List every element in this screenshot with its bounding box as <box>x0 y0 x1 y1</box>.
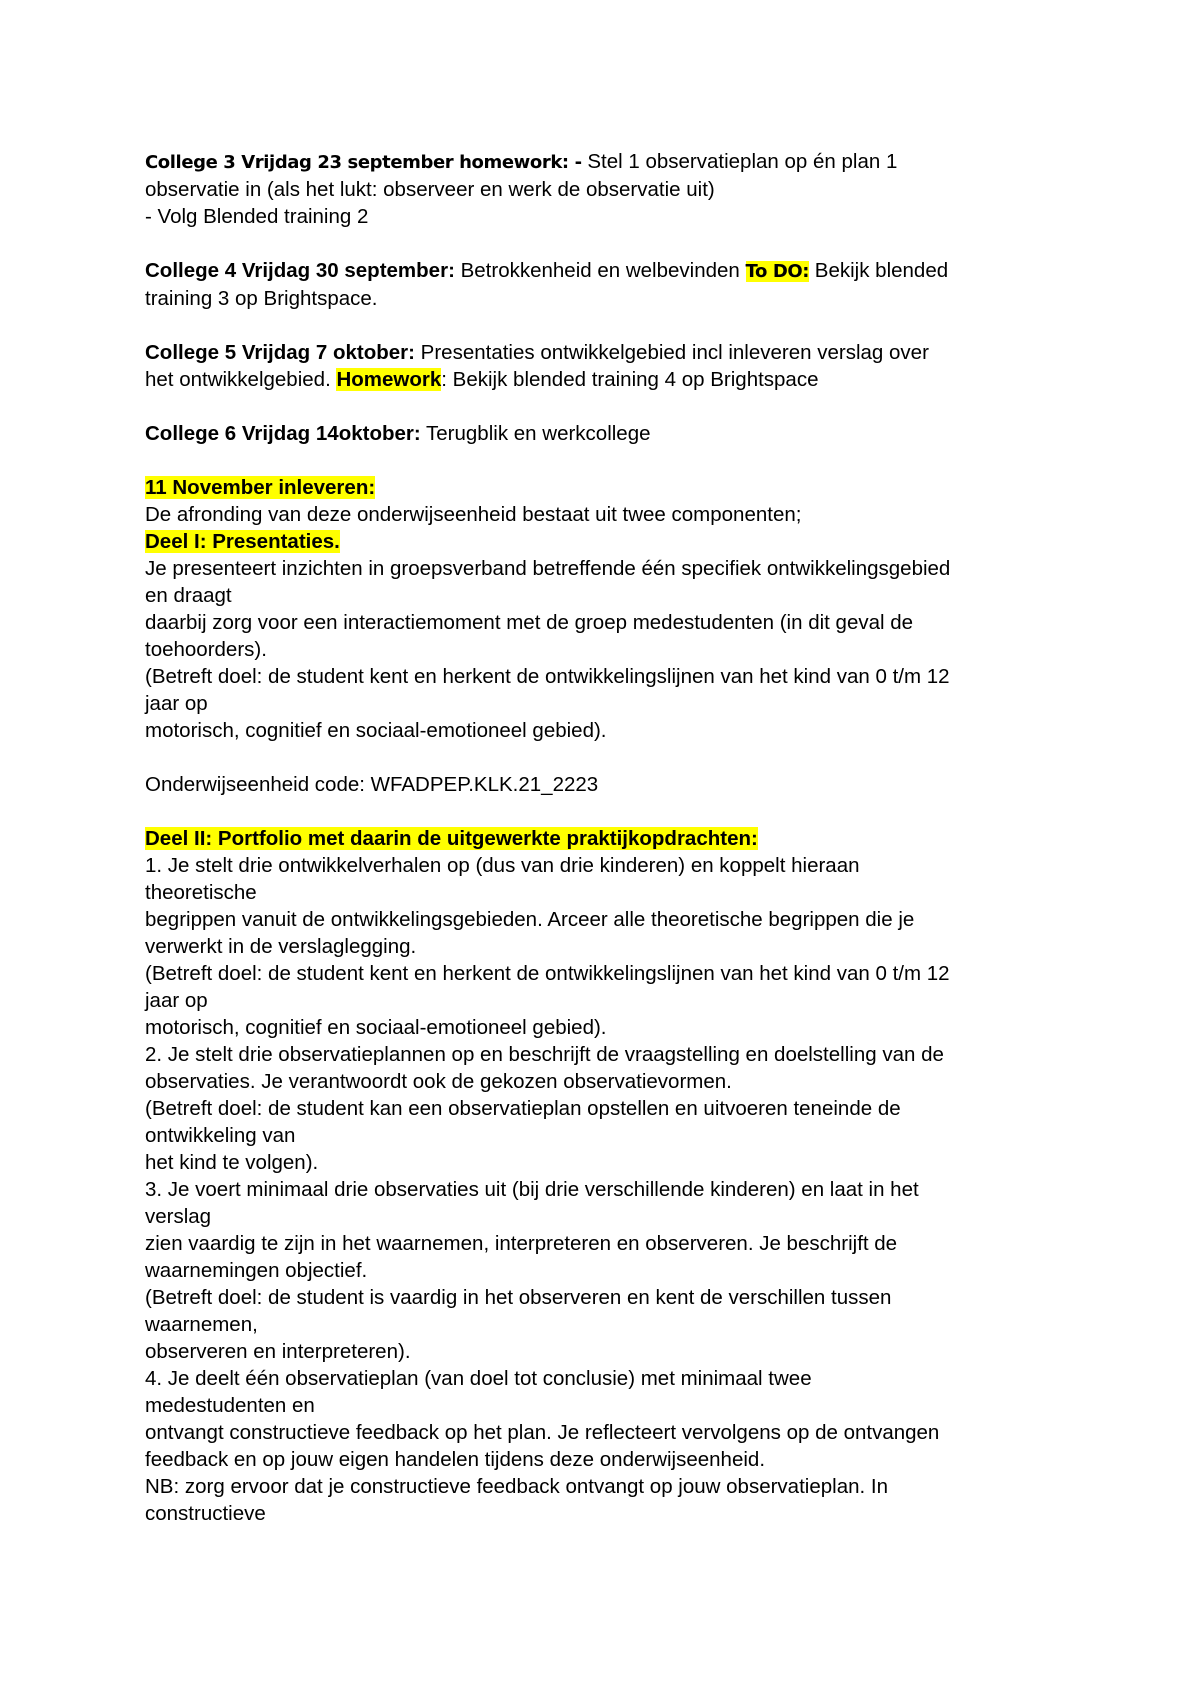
college-3-line-3: - Volg Blended training 2 <box>145 205 369 228</box>
deel-2-line: verslag <box>145 1205 212 1228</box>
deel-2-line: (Betreft doel: de student is vaardig in het observeren en kent de verschillen tussen <box>145 1286 892 1309</box>
deel-1-line: en draagt <box>145 584 232 607</box>
college-4-text: Betrokkenheid en welbevinden <box>454 259 746 282</box>
deel-2-line: NB: zorg ervoor dat je constructieve feedback ontvangt op jouw observatieplan. In <box>145 1475 888 1498</box>
college-4-line-1 <box>145 257 1075 285</box>
deel-2-line: jaar op <box>145 989 208 1012</box>
college-5-line-2b: : Bekijk blended training 4 op Brightspace <box>441 368 819 391</box>
deel-1-heading: Deel I: Presentaties. <box>145 530 340 553</box>
deel-2-line: waarnemingen objectief. <box>145 1259 368 1282</box>
deel-2-line: constructieve <box>145 1502 266 1525</box>
college-6-line-1 <box>145 420 1075 447</box>
deel-2-heading: Deel II: Portfolio met daarin de uitgewerkte praktijkopdrachten: <box>145 827 758 850</box>
todo-highlight: To DO: <box>745 261 810 282</box>
college-3-text: Stel 1 observatieplan op én plan 1 <box>581 150 898 173</box>
college-5-line-2 <box>145 366 1075 393</box>
deel-2-line: waarnemen, <box>145 1313 258 1336</box>
college-3-heading: College 3 Vrijdag 23 september homework: - <box>145 152 582 173</box>
deel-1-line: motorisch, cognitief en sociaal-emotioneel gebied). <box>145 719 607 742</box>
deel-2-line: 2. Je stelt drie observatieplannen op en beschrijft de vraagstelling en doelstelling van de <box>145 1043 944 1066</box>
deel-2-line: motorisch, cognitief en sociaal-emotioneel gebied). <box>145 1016 607 1039</box>
deel-2-line: verwerkt in de verslaglegging. <box>145 935 417 958</box>
deel-2-line: begrippen vanuit de ontwikkelingsgebieden. Arceer alle theoretische begrippen die je <box>145 908 915 931</box>
deel-2-line: medestudenten en <box>145 1394 315 1417</box>
deel-2-section <box>145 825 1075 1527</box>
deel-1-line: (Betreft doel: de student kent en herkent de ontwikkelingslijnen van het kind van 0 t/m 12 <box>145 665 950 688</box>
deel-2-line: 1. Je stelt drie ontwikkelverhalen op (dus van drie kinderen) en koppelt hieraan <box>145 854 860 877</box>
deel-2-line: theoretische <box>145 881 257 904</box>
deel-1-line: Je presenteert inzichten in groepsverband betreffende één specifiek ontwikkelingsgebied <box>145 557 951 580</box>
deel-2-line: observaties. Je verantwoordt ook de gekozen observatievormen. <box>145 1070 732 1093</box>
college-4-paragraph <box>145 257 1075 312</box>
document-body <box>145 148 1075 1527</box>
deel-2-line: 4. Je deelt één observatieplan (van doel tot conclusie) met minimaal twee <box>145 1367 812 1390</box>
deel-2-line: ontwikkeling van <box>145 1124 296 1147</box>
deel-2-line: (Betreft doel: de student kent en herkent de ontwikkelingslijnen van het kind van 0 t/m 12 <box>145 962 950 985</box>
november-intro: De afronding van deze onderwijseenheid bestaat uit twee componenten; <box>145 503 802 526</box>
college-5-paragraph <box>145 339 1075 393</box>
november-heading: 11 November inleveren: <box>145 476 376 499</box>
november-heading-line <box>145 474 1075 501</box>
college-4-line-2: training 3 op Brightspace. <box>145 287 378 310</box>
deel-2-heading-line <box>145 825 1075 852</box>
college-6-heading: College 6 Vrijdag 14oktober: <box>145 422 421 445</box>
deel-1-line: toehoorders). <box>145 638 267 661</box>
college-5-line-2a: het ontwikkelgebied. <box>145 368 337 391</box>
college-4-text-2: Bekijk blended <box>809 259 949 282</box>
college-6-text: Terugblik en werkcollege <box>420 422 651 445</box>
college-4-heading: College 4 Vrijdag 30 september: <box>145 259 455 282</box>
college-3-paragraph <box>145 148 1075 230</box>
deel-2-line: zien vaardig te zijn in het waarnemen, interpreteren en observeren. Je beschrijft de <box>145 1232 898 1255</box>
college-5-heading: College 5 Vrijdag 7 oktober: <box>145 341 415 364</box>
college-6-paragraph <box>145 420 1075 447</box>
deel-2-line: het kind te volgen). <box>145 1151 319 1174</box>
college-5-line-1 <box>145 339 1075 366</box>
deel-1-line: jaar op <box>145 692 208 715</box>
deel-1-line: daarbij zorg voor een interactiemoment met de groep medestudenten (in dit geval de <box>145 611 914 634</box>
college-3-line-2: observatie in (als het lukt: observeer en werk de observatie uit) <box>145 178 715 201</box>
deel-2-line: 3. Je voert minimaal drie observaties uit (bij drie verschillende kinderen) en laat in het <box>145 1178 919 1201</box>
deel-2-line: observeren en interpreteren). <box>145 1340 411 1363</box>
deel-2-line: (Betreft doel: de student kan een observatieplan opstellen en uitvoeren teneinde de <box>145 1097 901 1120</box>
homework-highlight: Homework <box>336 368 442 391</box>
deel-1-heading-line <box>145 528 1075 555</box>
college-5-text: Presentaties ontwikkelgebied incl inleveren verslag over <box>414 341 929 364</box>
college-3-line-1 <box>145 148 1075 176</box>
code-paragraph <box>145 771 1075 798</box>
course-code: Onderwijseenheid code: WFADPEP.KLK.21_2223 <box>145 773 599 796</box>
november-section <box>145 474 1075 744</box>
deel-2-line: feedback en op jouw eigen handelen tijdens deze onderwijseenheid. <box>145 1448 766 1471</box>
deel-2-line: ontvangt constructieve feedback op het plan. Je reflecteert vervolgens op de ontvangen <box>145 1421 940 1444</box>
